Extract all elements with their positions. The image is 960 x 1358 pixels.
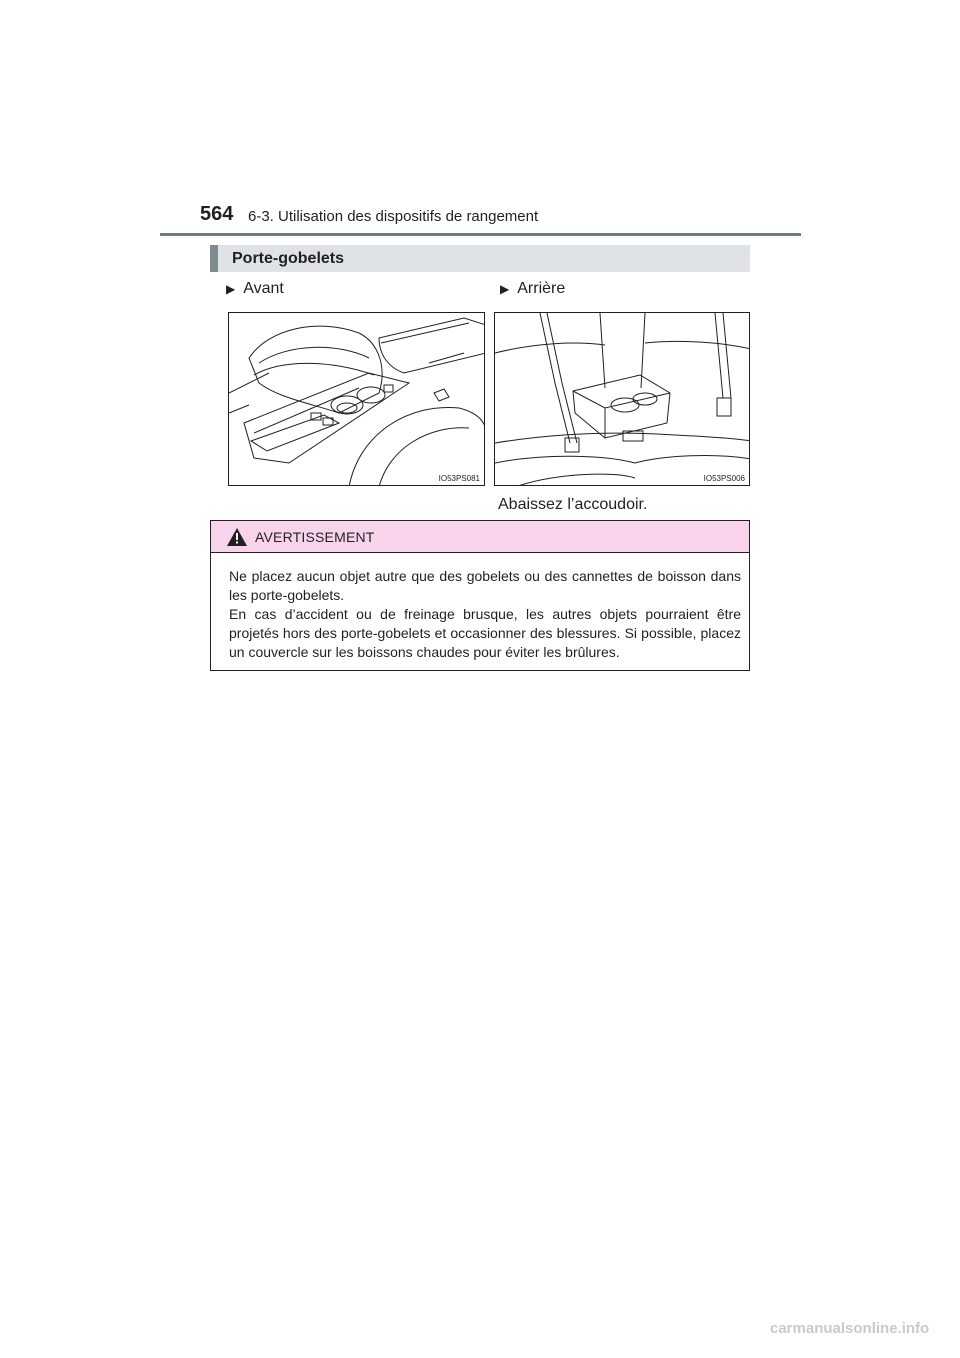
warning-triangle-icon — [227, 528, 247, 546]
watermark: carmanualsonline.info — [770, 1320, 930, 1337]
figure-code: IO53PS006 — [703, 474, 745, 483]
figure-code: IO53PS081 — [438, 474, 480, 483]
front-label-text: Avant — [243, 280, 284, 297]
warning-title: AVERTISSEMENT — [255, 529, 375, 545]
warning-text — [229, 567, 741, 662]
triangle-right-icon: ▶ — [500, 282, 510, 296]
warning-header — [211, 521, 749, 553]
rear-armrest-illustration — [495, 313, 750, 486]
triangle-right-icon: ▶ — [226, 282, 236, 296]
warning-box — [210, 520, 750, 671]
front-console-illustration — [229, 313, 485, 486]
warning-paragraph: Ne placez aucun objet autre que des gobelets ou des cannettes de boisson dans les porte-gobelets. — [229, 568, 741, 603]
front-label — [226, 280, 284, 298]
rear-cup-holder-figure — [494, 312, 750, 486]
rear-figure-caption: Abaissez l’accoudoir. — [498, 496, 648, 513]
header-rule — [160, 233, 801, 236]
section-header — [210, 245, 750, 272]
page-number: 564 — [200, 203, 234, 225]
front-cup-holder-figure — [228, 312, 485, 486]
warning-paragraph: En cas d’accident ou de freinage brusque, les autres objets pourraient être projetés hors des porte-gobelets et occasionner des blessures. Si possible, placez un couvercle sur les boissons chaudes pour éviter les brûlures. — [229, 606, 741, 660]
rear-label-text: Arrière — [517, 280, 566, 297]
rear-label — [500, 280, 565, 298]
chapter-title: 6-3. Utilisation des dispositifs de rangement — [248, 208, 539, 225]
section-title: Porte-gobelets — [232, 250, 345, 267]
